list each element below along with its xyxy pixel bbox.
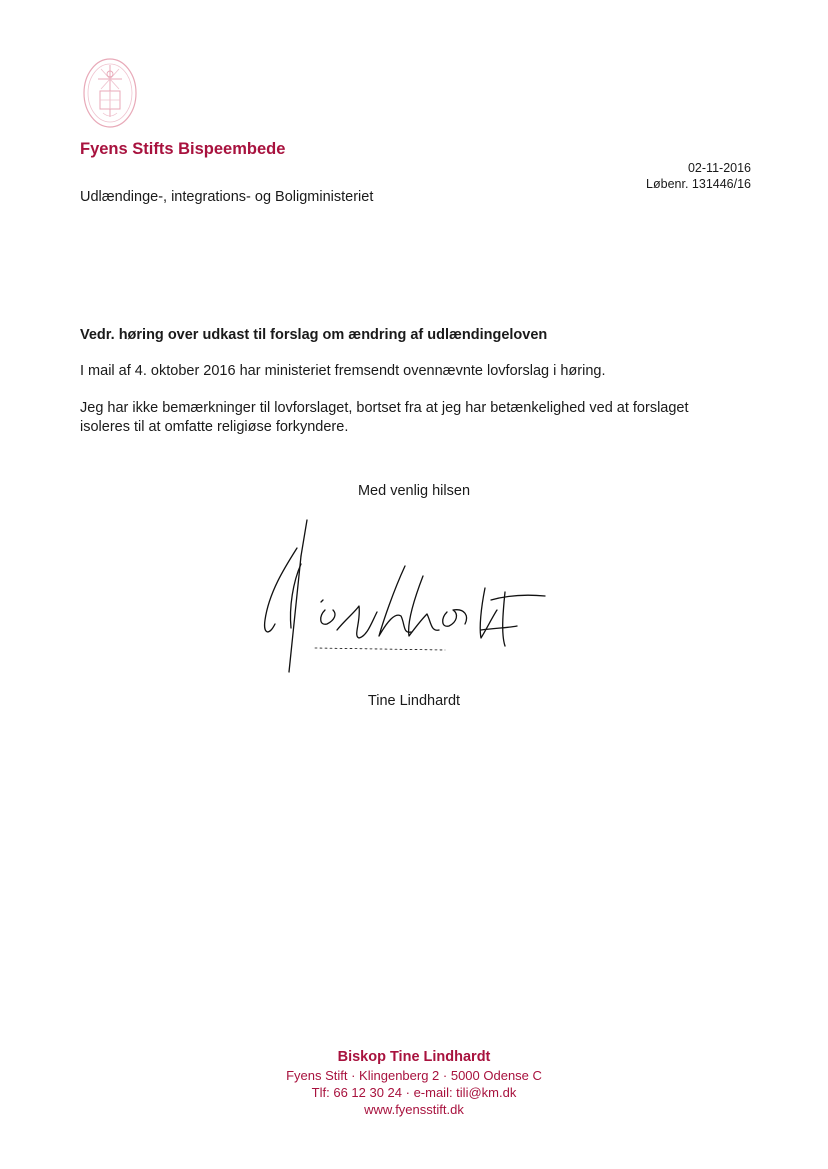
footer-address: Fyens Stift · Klingenberg 2 · 5000 Odense C xyxy=(286,1068,542,1083)
footer-name: Biskop Tine Lindhardt xyxy=(337,1049,491,1065)
org-name: Fyens Stifts Bispeembede xyxy=(80,140,286,158)
closing-phrase: Med venlig hilsen xyxy=(357,483,471,499)
footer-contact: Tlf: 66 12 30 24 · e-mail: tili@km.dk xyxy=(311,1085,517,1100)
footer-website[interactable]: www.fyensstift.dk xyxy=(364,1102,464,1117)
diocese-seal-icon xyxy=(81,55,139,131)
recipient: Udlændinge-, integrations- og Boligministeriet xyxy=(80,189,374,205)
reference-number: Løbenr. 131446/16 xyxy=(646,177,751,191)
letter-date: 02-11-2016 xyxy=(687,161,751,175)
subject-line: Vedr. høring over udkast til forslag om ændring af udlændingeloven xyxy=(80,327,548,343)
body-paragraph-1: I mail af 4. oktober 2016 har ministeriet fremsendt ovennævnte lovforslag i høring. xyxy=(80,363,606,379)
letter-meta xyxy=(646,160,751,192)
body-paragraph-2: Jeg har ikke bemærkninger til lovforslaget, bortset fra at jeg har betænkelighed ved at forslaget isoleres til at omfatte religiøse forkyndere. xyxy=(80,400,689,435)
handwritten-signature xyxy=(255,512,585,682)
letter-footer xyxy=(0,1048,828,1118)
signer-name: Tine Lindhardt xyxy=(367,693,461,709)
